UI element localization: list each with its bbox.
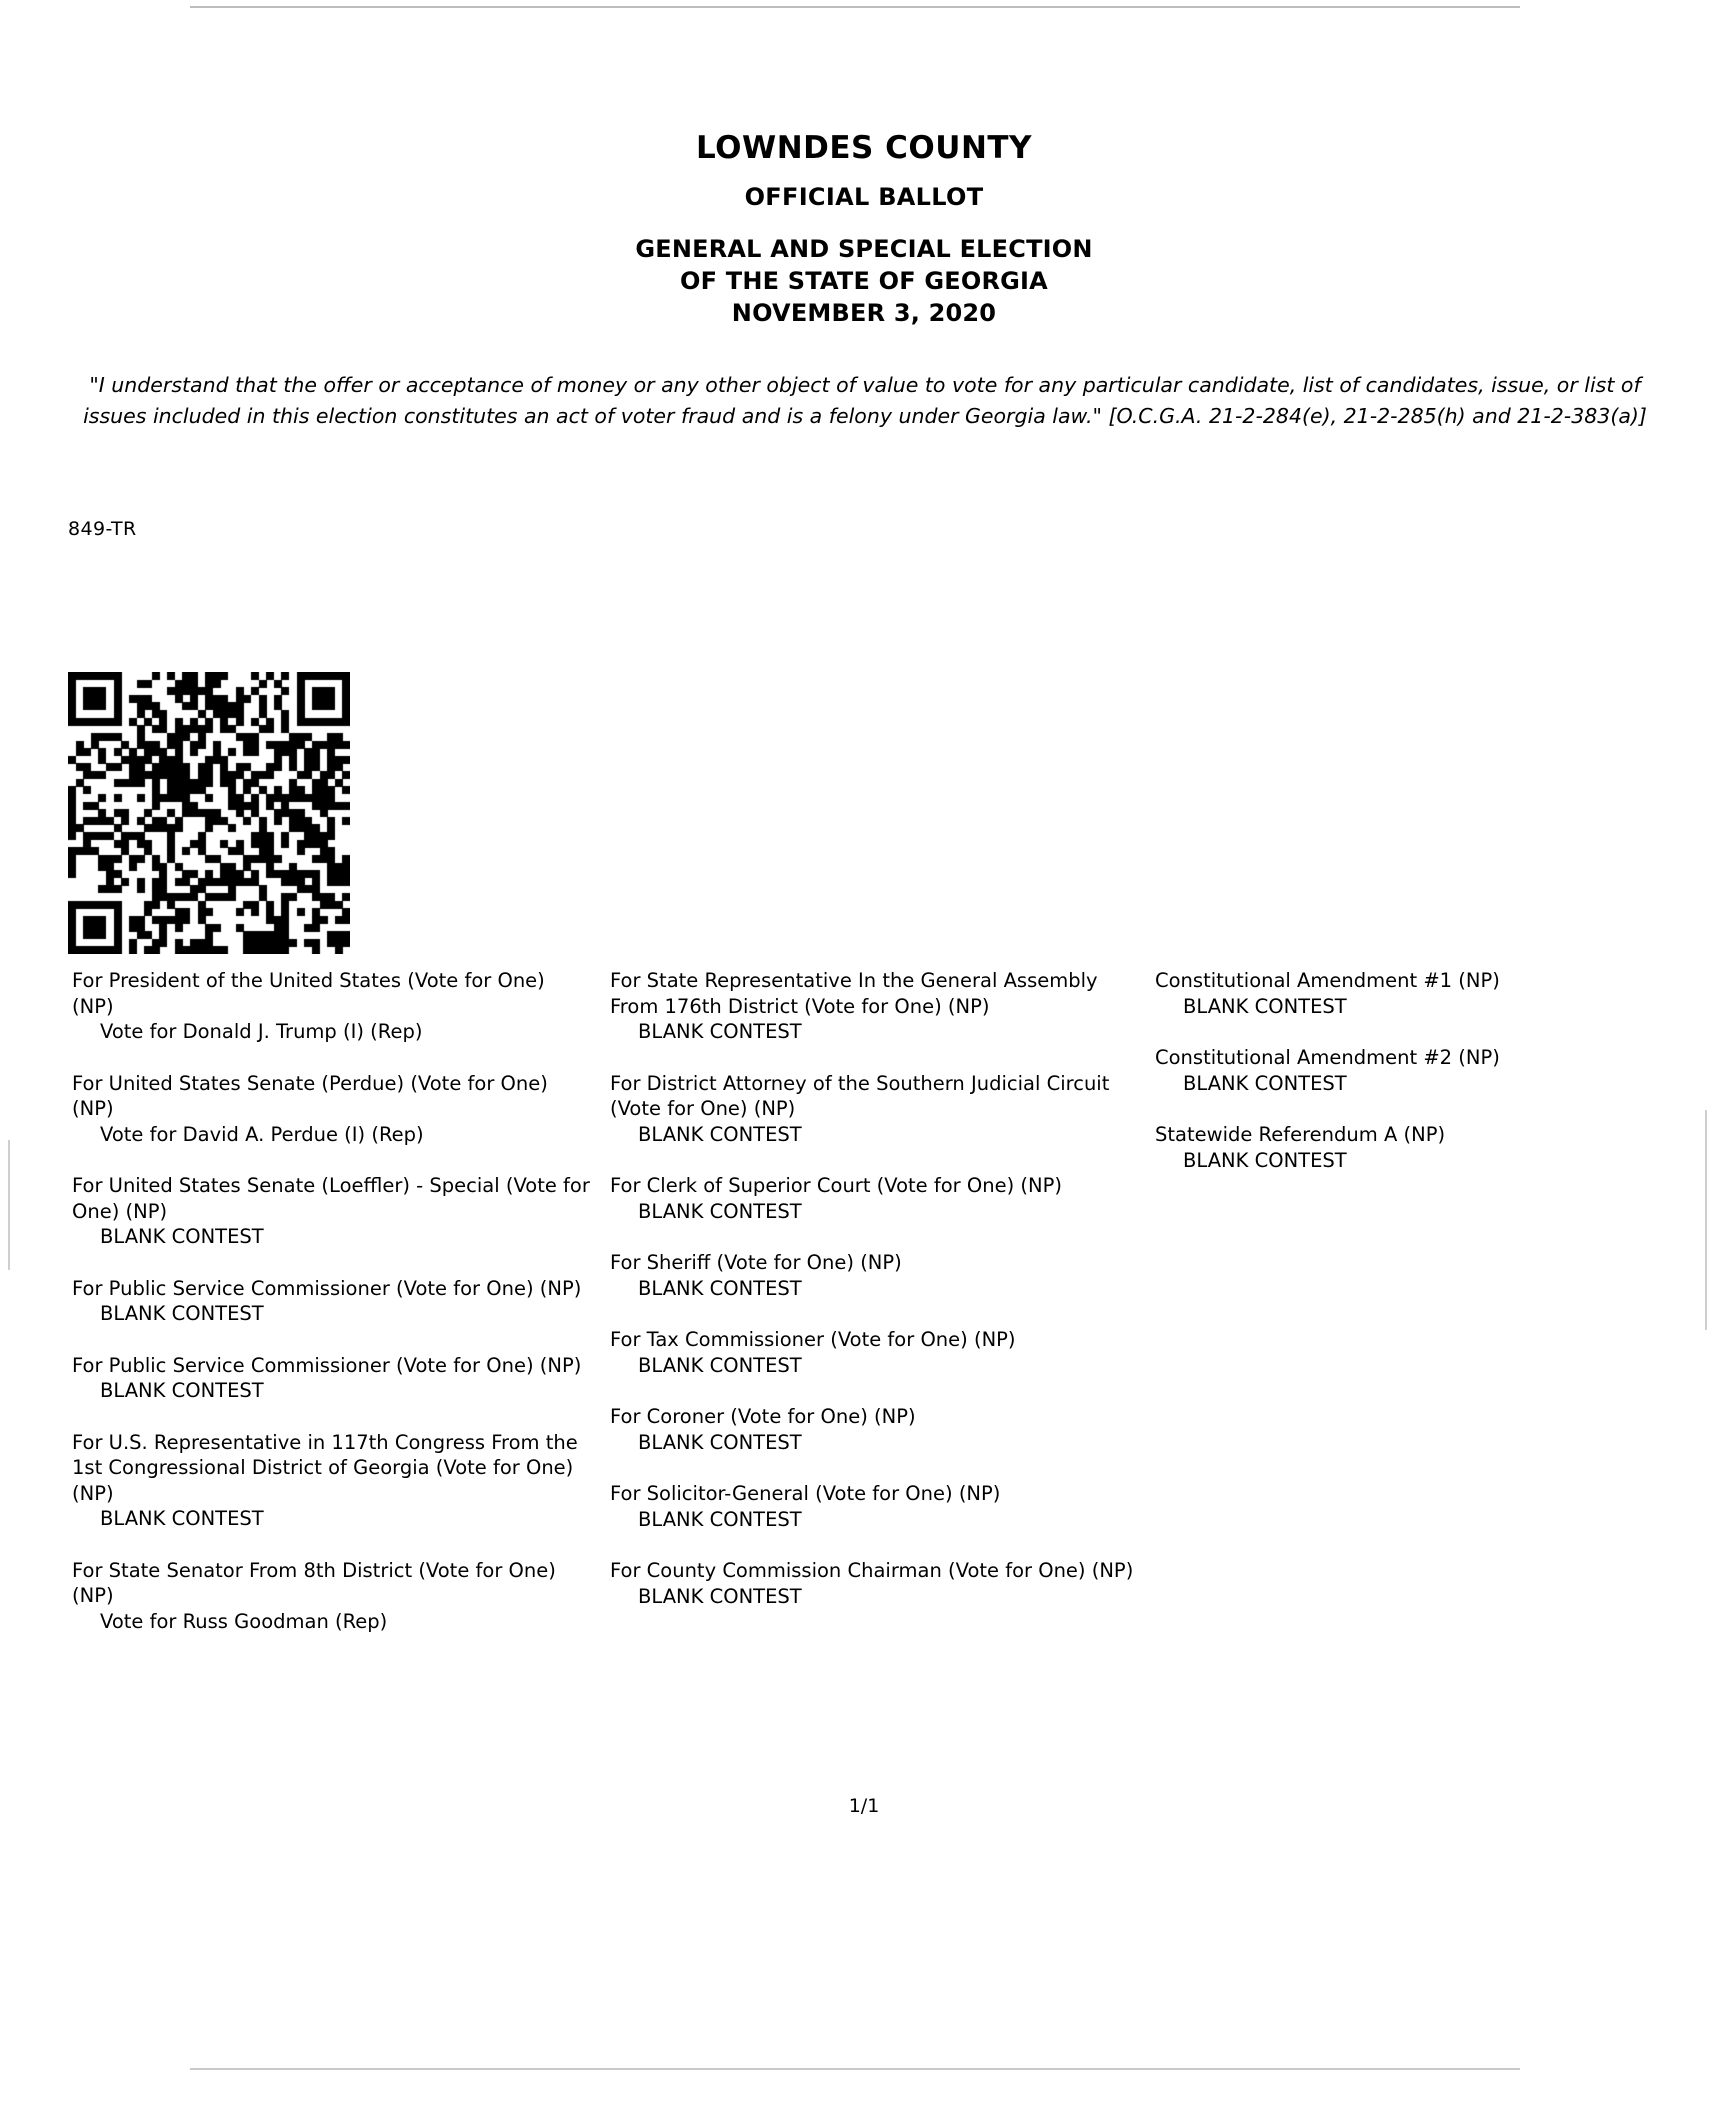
contest-block — [610, 1071, 1135, 1148]
contest-title: For President of the United States (Vote for One) (NP) — [72, 969, 545, 1018]
page-number: 1/1 — [848, 1795, 880, 1817]
contest-block — [72, 1353, 592, 1404]
contest-result: BLANK CONTEST — [1183, 1148, 1347, 1172]
contest-title: For Public Service Commissioner (Vote for One) (NP) — [72, 1276, 582, 1300]
contest-block — [610, 1558, 1135, 1609]
contest-title: For U.S. Representative in 117th Congress From the 1st Congressional District of Georgia (Vote for One) (NP) — [72, 1430, 578, 1505]
contest-block — [1155, 968, 1655, 1019]
contest-result: Vote for David A. Perdue (I) (Rep) — [100, 1122, 424, 1146]
contest-block — [72, 1558, 592, 1635]
contest-block — [72, 968, 592, 1045]
contest-title: For State Representative In the General Assembly From 176th District (Vote for One) (NP) — [610, 969, 1098, 1018]
contest-block — [610, 1404, 1135, 1455]
contest-column-3 — [1155, 968, 1655, 1199]
contest-title: For United States Senate (Loeffler) - Special (Vote for One) (NP) — [72, 1174, 590, 1223]
contest-title: For State Senator From 8th District (Vote for One) (NP) — [72, 1558, 556, 1607]
contest-title: Statewide Referendum A (NP) — [1155, 1123, 1446, 1146]
contest-title: For Solicitor-General (Vote for One) (NP) — [610, 1482, 1001, 1505]
scan-edge-top — [190, 6, 1520, 8]
election-title-line1: GENERAL AND SPECIAL ELECTION — [635, 235, 1093, 263]
contest-result: BLANK CONTEST — [638, 1507, 802, 1531]
contest-title: For Tax Commissioner (Vote for One) (NP) — [610, 1328, 1016, 1351]
contest-block — [72, 1071, 592, 1148]
contest-block — [610, 968, 1135, 1045]
election-title-line2: OF THE STATE OF GEORGIA — [680, 267, 1048, 295]
contest-result: BLANK CONTEST — [638, 1122, 802, 1146]
election-date: NOVEMBER 3, 2020 — [731, 299, 997, 327]
county-title: LOWNDES COUNTY — [696, 130, 1032, 166]
contest-result: Vote for Russ Goodman (Rep) — [100, 1609, 388, 1633]
contest-result: BLANK CONTEST — [1183, 994, 1347, 1018]
contest-title: For Coroner (Vote for One) (NP) — [610, 1405, 916, 1428]
contest-result: Vote for Donald J. Trump (I) (Rep) — [100, 1020, 423, 1043]
contest-result: BLANK CONTEST — [638, 1276, 802, 1300]
contest-title: For United States Senate (Perdue) (Vote for One) (NP) — [72, 1071, 548, 1120]
contest-block — [610, 1250, 1135, 1301]
contest-title: Constitutional Amendment #2 (NP) — [1155, 1046, 1500, 1069]
scan-edge-bottom — [190, 2068, 1520, 2070]
contest-title: For Clerk of Superior Court (Vote for One) (NP) — [610, 1174, 1062, 1197]
contest-block — [610, 1173, 1135, 1224]
contest-block — [1155, 1045, 1655, 1096]
contest-result: BLANK CONTEST — [638, 1020, 802, 1043]
contest-result: BLANK CONTEST — [638, 1199, 802, 1223]
contest-result: BLANK CONTEST — [100, 1379, 264, 1402]
contest-result: BLANK CONTEST — [100, 1225, 264, 1248]
contest-title: Constitutional Amendment #1 (NP) — [1155, 969, 1500, 992]
contest-title: For Sheriff (Vote for One) (NP) — [610, 1251, 902, 1274]
contest-block — [610, 1481, 1135, 1532]
ballot-header — [0, 128, 1728, 329]
contest-column-1 — [72, 968, 592, 1660]
election-title — [0, 233, 1728, 329]
contest-result: BLANK CONTEST — [1183, 1071, 1347, 1095]
ballot-style-code: 849-TR — [68, 518, 137, 540]
qr-code-image — [68, 672, 350, 954]
contest-result: BLANK CONTEST — [638, 1353, 802, 1377]
contest-block — [610, 1327, 1135, 1378]
contest-result: BLANK CONTEST — [638, 1430, 802, 1454]
contest-result: BLANK CONTEST — [638, 1584, 802, 1608]
qr-code-canvas — [68, 672, 350, 954]
contest-block — [72, 1430, 592, 1532]
contest-title: For County Commission Chairman (Vote for One) (NP) — [610, 1559, 1134, 1582]
contest-columns — [0, 968, 1728, 1708]
contest-block — [72, 1173, 592, 1250]
contest-result: BLANK CONTEST — [100, 1507, 264, 1530]
contest-column-2 — [610, 968, 1135, 1635]
contest-block — [1155, 1122, 1655, 1173]
contest-title: For Public Service Commissioner (Vote for One) (NP) — [72, 1353, 582, 1377]
contest-title: For District Attorney of the Southern Judicial Circuit (Vote for One) (NP) — [610, 1071, 1110, 1120]
contest-result: BLANK CONTEST — [100, 1302, 264, 1325]
official-ballot-title: OFFICIAL BALLOT — [744, 183, 984, 211]
contest-block — [72, 1276, 592, 1327]
voter-fraud-oath-text: "I understand that the offer or acceptance of money or any other object of value to vote for any particular candidate, list of candidates, issue, or list of issues included in this election constitutes an act of voter fraud and is a felony under Georgia law." [O.C.G.A. 21-2-284(e), 21-2-285(h) and 21-2-383(a)] — [83, 373, 1647, 428]
